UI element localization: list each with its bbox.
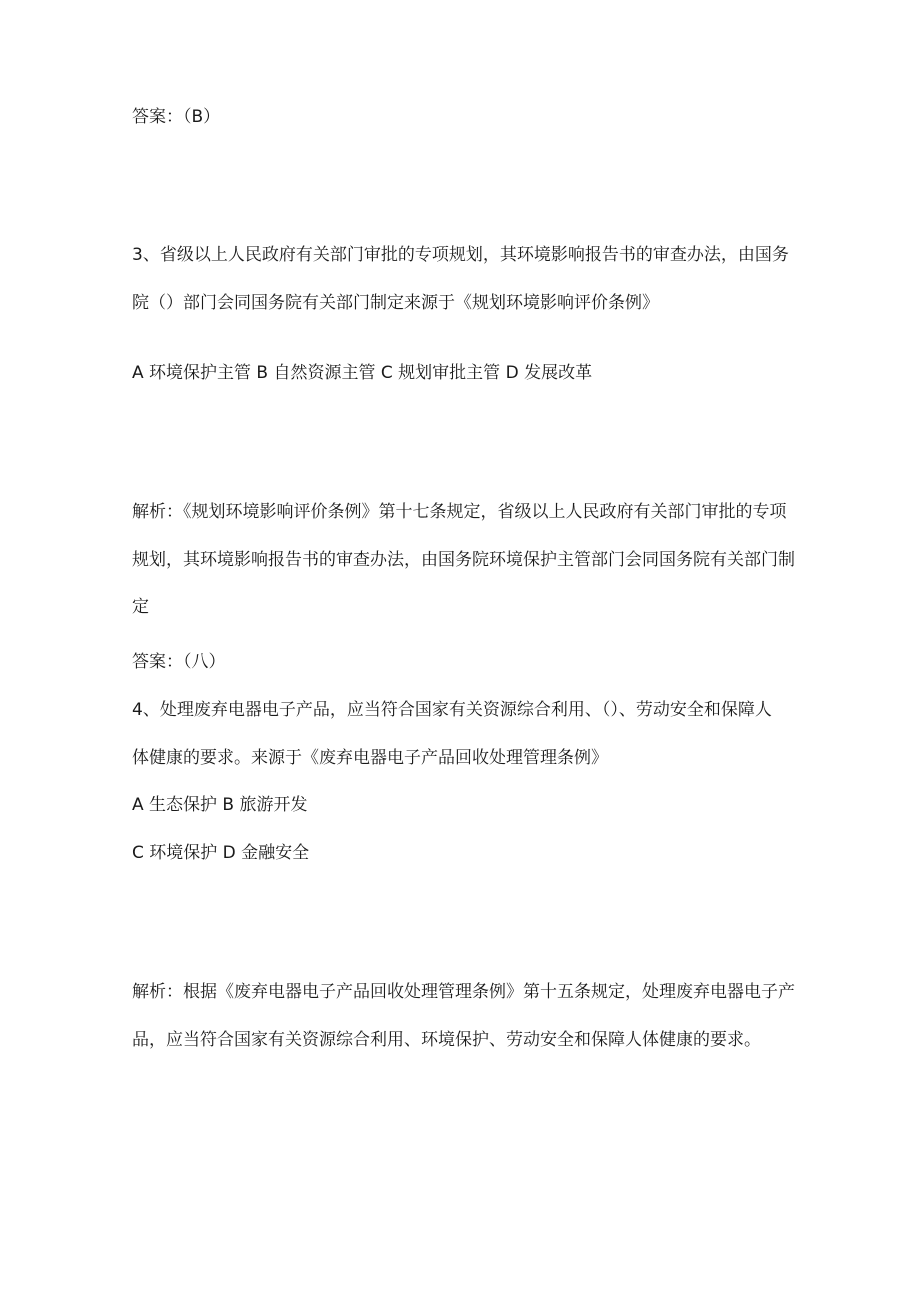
q3-analysis-line3: 定 bbox=[132, 597, 149, 617]
q4-analysis-line1: 解析：根据《废弃电器电子产品回收处理管理条例》第十五条规定，处理废弃电器电子产 bbox=[132, 982, 795, 1002]
q4-options-line2: C 环境保护 D 金融安全 bbox=[132, 843, 310, 863]
answer-q2: 答案：（B） bbox=[132, 107, 221, 127]
q4-stem-line1: 4、处理废弃电器电子产品，应当符合国家有关资源综合利用、（）、劳动安全和保障人 bbox=[132, 700, 772, 720]
q3-analysis-line1: 解析：《规划环境影响评价条例》第十七条规定，省级以上人民政府有关部门审批的专项 bbox=[132, 502, 787, 522]
answer-q3: 答案：（八） bbox=[132, 652, 226, 672]
q3-stem-line1: 3、省级以上人民政府有关部门审批的专项规划，其环境影响报告书的审查办法，由国务 bbox=[132, 245, 789, 265]
q4-analysis-line2: 品，应当符合国家有关资源综合利用、环境保护、劳动安全和保障人体健康的要求。 bbox=[132, 1030, 761, 1050]
q4-stem-line2: 体健康的要求。来源于《废弃电器电子产品回收处理管理条例》 bbox=[132, 748, 608, 768]
q4-options-line1: A 生态保护 B 旅游开发 bbox=[132, 795, 308, 815]
q3-stem-line2: 院（）部门会同国务院有关部门制定来源于《规划环境影响评价条例》 bbox=[132, 293, 659, 313]
q3-analysis-line2: 规划，其环境影响报告书的审查办法，由国务院环境保护主管部门会同国务院有关部门制 bbox=[132, 550, 795, 570]
q3-options: A 环境保护主管 B 自然资源主管 C 规划审批主管 D 发展改革 bbox=[132, 363, 593, 383]
